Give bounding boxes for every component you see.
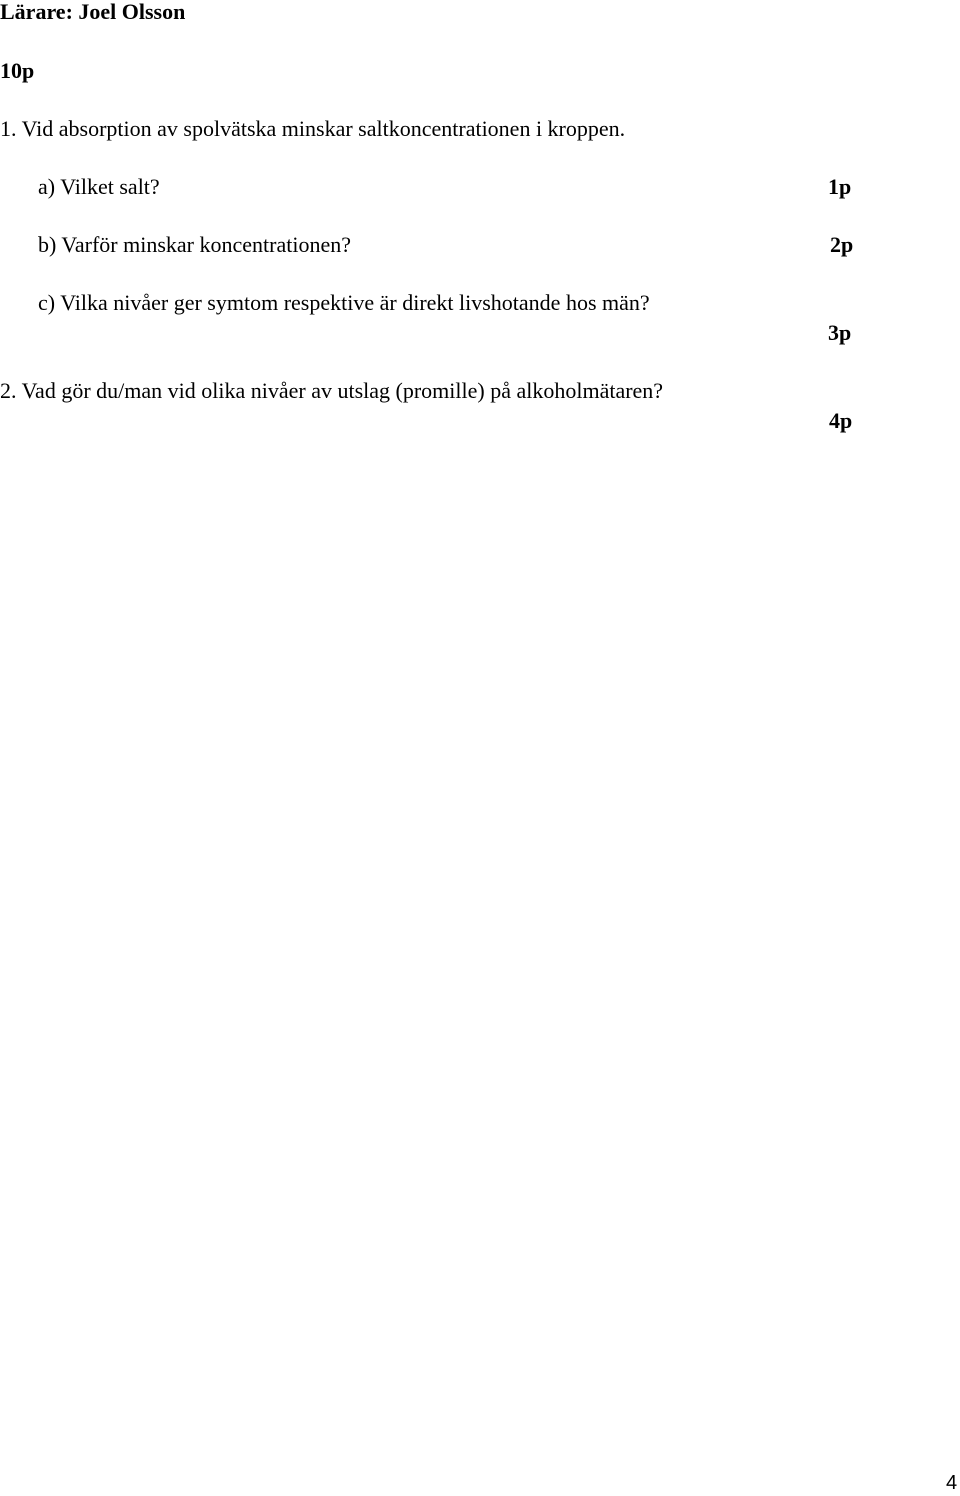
question-1b-points: 2p (830, 232, 854, 257)
teacher-name: Lärare: Joel Olsson (0, 0, 186, 24)
question-1c-text: c) Vilka nivåer ger symtom respektive är direkt livshotande hos män? (38, 290, 650, 315)
question-1c-points: 3p (828, 320, 852, 345)
question-2-text: 2. Vad gör du/man vid olika nivåer av utslag (promille) på alkoholmätaren? (0, 378, 664, 403)
question-1b-text: b) Varför minskar koncentrationen? (38, 232, 351, 257)
question-1-text: 1. Vid absorption av spolvätska minskar saltkoncentrationen i kroppen. (0, 116, 626, 141)
question-1a-points: 1p (828, 174, 852, 199)
question-2-points: 4p (829, 408, 853, 433)
total-points: 10p (0, 58, 35, 83)
question-1a-text: a) Vilket salt? (38, 174, 160, 199)
page-number: 4 (946, 1472, 958, 1494)
